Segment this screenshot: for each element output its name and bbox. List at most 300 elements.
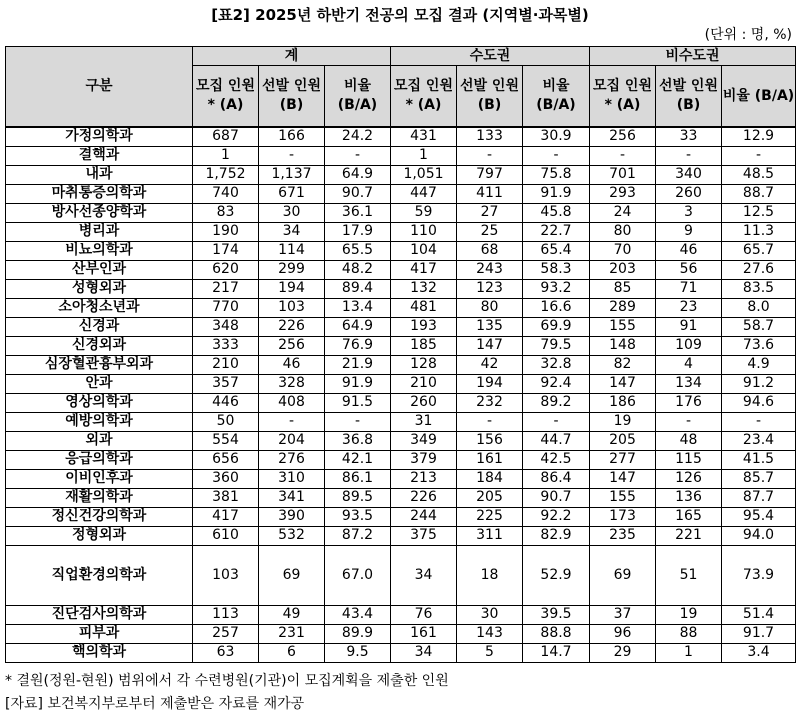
table-cell: 379: [391, 450, 457, 469]
table-cell: 68: [457, 241, 523, 260]
table-cell: 349: [391, 431, 457, 450]
row-category: 예방의학과: [6, 412, 193, 431]
table-cell: 244: [391, 507, 457, 526]
table-cell: 96: [590, 624, 656, 643]
table-cell: 417: [391, 260, 457, 279]
table-cell: 204: [259, 431, 325, 450]
table-cell: 1: [656, 643, 722, 662]
table-cell: -: [325, 146, 391, 165]
table-row: [6, 469, 796, 488]
table-row: [6, 431, 796, 450]
table-cell: 381: [193, 488, 259, 507]
table-cell: 1,051: [391, 165, 457, 184]
header-group-total: 계: [193, 47, 391, 66]
table-cell: -: [457, 146, 523, 165]
table-cell: 1: [391, 146, 457, 165]
table-cell: 103: [259, 298, 325, 317]
table-cell: 610: [193, 526, 259, 545]
table-cell: 277: [590, 450, 656, 469]
table-cell: 205: [590, 431, 656, 450]
table-cell: 147: [457, 336, 523, 355]
table-cell: 311: [457, 526, 523, 545]
table-cell: 91.5: [325, 393, 391, 412]
table-cell: 17.9: [325, 222, 391, 241]
table-cell: 701: [590, 165, 656, 184]
table-row: [6, 279, 796, 298]
table-cell: 133: [457, 127, 523, 146]
table-cell: 90.7: [523, 488, 590, 507]
table-cell: 87.7: [722, 488, 796, 507]
table-cell: 19: [656, 605, 722, 624]
table-cell: 165: [656, 507, 722, 526]
table-cell: 12.5: [722, 203, 796, 222]
row-category: 영상의학과: [6, 393, 193, 412]
row-category: 산부인과: [6, 260, 193, 279]
table-cell: 103: [193, 545, 259, 605]
table-cell: 256: [590, 127, 656, 146]
table-cell: 89.5: [325, 488, 391, 507]
table-cell: 6: [259, 643, 325, 662]
table-cell: 110: [391, 222, 457, 241]
table-cell: 79.5: [523, 336, 590, 355]
table-cell: 190: [193, 222, 259, 241]
table-cell: 86.4: [523, 469, 590, 488]
table-cell: -: [656, 146, 722, 165]
table-cell: 71: [656, 279, 722, 298]
table-cell: 46: [656, 241, 722, 260]
table-cell: 39.5: [523, 605, 590, 624]
table-cell: 3.4: [722, 643, 796, 662]
table-cell: 73.6: [722, 336, 796, 355]
row-category: 가정의학과: [6, 127, 193, 146]
table-cell: 132: [391, 279, 457, 298]
table-cell: 11.3: [722, 222, 796, 241]
table-cell: 83: [193, 203, 259, 222]
table-cell: 357: [193, 374, 259, 393]
table-cell: 65.4: [523, 241, 590, 260]
table-cell: 257: [193, 624, 259, 643]
table-cell: 147: [590, 374, 656, 393]
row-category: 신경과: [6, 317, 193, 336]
table-cell: 554: [193, 431, 259, 450]
table-cell: 92.4: [523, 374, 590, 393]
table-cell: 1,752: [193, 165, 259, 184]
table-cell: 770: [193, 298, 259, 317]
row-category: 핵의학과: [6, 643, 193, 662]
table-cell: 148: [590, 336, 656, 355]
row-category: 내과: [6, 165, 193, 184]
table-cell: 186: [590, 393, 656, 412]
table-cell: 417: [193, 507, 259, 526]
table-cell: 85: [590, 279, 656, 298]
table-cell: -: [457, 412, 523, 431]
table-cell: 50: [193, 412, 259, 431]
table-row: [6, 146, 796, 165]
table-cell: 12.9: [722, 127, 796, 146]
table-cell: 63: [193, 643, 259, 662]
table-cell: 58.7: [722, 317, 796, 336]
table-cell: 256: [259, 336, 325, 355]
table-row: [6, 260, 796, 279]
table-cell: 243: [457, 260, 523, 279]
table-cell: 135: [457, 317, 523, 336]
table-row: [6, 624, 796, 643]
table-cell: 69: [259, 545, 325, 605]
table-cell: 69: [590, 545, 656, 605]
table-cell: 19: [590, 412, 656, 431]
table-cell: 310: [259, 469, 325, 488]
table-cell: 143: [457, 624, 523, 643]
table-cell: 48: [656, 431, 722, 450]
table-row: [6, 317, 796, 336]
table-cell: 225: [457, 507, 523, 526]
row-category: 이비인후과: [6, 469, 193, 488]
row-category: 피부과: [6, 624, 193, 643]
table-cell: 185: [391, 336, 457, 355]
table-row: [6, 298, 796, 317]
table-cell: 65.5: [325, 241, 391, 260]
table-cell: 299: [259, 260, 325, 279]
table-cell: 51.4: [722, 605, 796, 624]
footnote-asterisk: * 결원(정원-현원) 범위에서 각 수련병원(기관)이 모집계획을 제출한 인원: [5, 673, 449, 689]
table-cell: -: [259, 146, 325, 165]
table-cell: 1: [193, 146, 259, 165]
header-recruit: 모집 인원* (A): [391, 66, 457, 128]
table-cell: 173: [590, 507, 656, 526]
table-cell: 210: [193, 355, 259, 374]
table-cell: 375: [391, 526, 457, 545]
table-cell: 24: [590, 203, 656, 222]
table-cell: 166: [259, 127, 325, 146]
table-cell: 59: [391, 203, 457, 222]
table-cell: 43.4: [325, 605, 391, 624]
table-cell: 29: [590, 643, 656, 662]
table-cell: 36.1: [325, 203, 391, 222]
row-category: 직업환경의학과: [6, 545, 193, 605]
table-cell: 620: [193, 260, 259, 279]
table-cell: 89.9: [325, 624, 391, 643]
header-group-noncapital: 비수도권: [590, 47, 796, 66]
table-cell: 83.5: [722, 279, 796, 298]
header-group-capital: 수도권: [391, 47, 590, 66]
table-row: [6, 393, 796, 412]
table-cell: 4: [656, 355, 722, 374]
table-row: [6, 241, 796, 260]
table-cell: 235: [590, 526, 656, 545]
table-title: [표2] 2025년 하반기 전공의 모집 결과 (지역별·과목별): [211, 6, 589, 24]
table-cell: 52.9: [523, 545, 590, 605]
table-cell: 34: [391, 643, 457, 662]
table-row: [6, 355, 796, 374]
table-cell: 797: [457, 165, 523, 184]
table-cell: 30: [259, 203, 325, 222]
table-cell: 49: [259, 605, 325, 624]
table-cell: 27: [457, 203, 523, 222]
table-cell: 4.9: [722, 355, 796, 374]
table-body: [6, 127, 796, 662]
table-cell: 93.5: [325, 507, 391, 526]
header-selected: 선발 인원 (B): [259, 66, 325, 128]
table-cell: 213: [391, 469, 457, 488]
table-cell: 93.2: [523, 279, 590, 298]
table-cell: 82.9: [523, 526, 590, 545]
table-cell: 113: [193, 605, 259, 624]
table-cell: 14.7: [523, 643, 590, 662]
table-row: [6, 184, 796, 203]
table-cell: 94.0: [722, 526, 796, 545]
table-cell: 89.4: [325, 279, 391, 298]
table-cell: 75.8: [523, 165, 590, 184]
table-cell: 333: [193, 336, 259, 355]
table-cell: 5: [457, 643, 523, 662]
table-cell: 408: [259, 393, 325, 412]
table-cell: 85.7: [722, 469, 796, 488]
table-cell: -: [523, 412, 590, 431]
table-cell: 740: [193, 184, 259, 203]
table-cell: 340: [656, 165, 722, 184]
table-cell: 431: [391, 127, 457, 146]
table-cell: 56: [656, 260, 722, 279]
table-cell: 95.4: [722, 507, 796, 526]
table-cell: 64.9: [325, 165, 391, 184]
row-category: 응급의학과: [6, 450, 193, 469]
table-cell: 155: [590, 488, 656, 507]
table-cell: 91.9: [523, 184, 590, 203]
table-cell: 447: [391, 184, 457, 203]
table-cell: 671: [259, 184, 325, 203]
table-cell: 109: [656, 336, 722, 355]
table-cell: 88: [656, 624, 722, 643]
table-cell: -: [259, 412, 325, 431]
table-cell: 210: [391, 374, 457, 393]
table-cell: 9.5: [325, 643, 391, 662]
table-row: [6, 222, 796, 241]
table-cell: 390: [259, 507, 325, 526]
table-cell: 221: [656, 526, 722, 545]
table-cell: 205: [457, 488, 523, 507]
footnote-source: [자료] 보건복지부로부터 제출받은 자료를 재가공: [5, 696, 305, 712]
row-category: 방사선종양학과: [6, 203, 193, 222]
table-cell: 446: [193, 393, 259, 412]
table-cell: 76: [391, 605, 457, 624]
table-cell: 91.2: [722, 374, 796, 393]
table-cell: 34: [259, 222, 325, 241]
table-cell: 25: [457, 222, 523, 241]
table-cell: 155: [590, 317, 656, 336]
recruitment-table: [5, 46, 796, 663]
table-cell: 73.9: [722, 545, 796, 605]
table-cell: -: [523, 146, 590, 165]
table-cell: 656: [193, 450, 259, 469]
table-cell: 1,137: [259, 165, 325, 184]
table-cell: 91.9: [325, 374, 391, 393]
row-category: 결핵과: [6, 146, 193, 165]
table-cell: 276: [259, 450, 325, 469]
table-cell: 51: [656, 545, 722, 605]
table-row: [6, 605, 796, 624]
table-cell: 289: [590, 298, 656, 317]
table-cell: 37: [590, 605, 656, 624]
table-row: [6, 450, 796, 469]
table-cell: 44.7: [523, 431, 590, 450]
table-cell: 32.8: [523, 355, 590, 374]
table-cell: 33: [656, 127, 722, 146]
row-category: 마취통증의학과: [6, 184, 193, 203]
header-ratio: 비율 (B/A): [325, 66, 391, 128]
table-cell: 193: [391, 317, 457, 336]
table-cell: 69.9: [523, 317, 590, 336]
header-selected: 선발 인원 (B): [457, 66, 523, 128]
table-cell: 18: [457, 545, 523, 605]
table-cell: 115: [656, 450, 722, 469]
header-ratio: 비율 (B/A): [523, 66, 590, 128]
table-cell: -: [722, 146, 796, 165]
row-category: 성형외과: [6, 279, 193, 298]
header-category: 구분: [6, 47, 193, 128]
table-cell: 328: [259, 374, 325, 393]
row-category: 비뇨의학과: [6, 241, 193, 260]
table-cell: 260: [656, 184, 722, 203]
table-cell: 8.0: [722, 298, 796, 317]
table-cell: 194: [457, 374, 523, 393]
table-cell: 217: [193, 279, 259, 298]
table-cell: 161: [457, 450, 523, 469]
table-cell: 27.6: [722, 260, 796, 279]
table-cell: 42.5: [523, 450, 590, 469]
row-category: 병리과: [6, 222, 193, 241]
table-cell: 134: [656, 374, 722, 393]
table-cell: 76.9: [325, 336, 391, 355]
row-category: 정신건강의학과: [6, 507, 193, 526]
header-ratio: 비율 (B/A): [722, 66, 796, 128]
table-cell: 147: [590, 469, 656, 488]
table-row: [6, 643, 796, 662]
table-cell: 46: [259, 355, 325, 374]
table-cell: 23.4: [722, 431, 796, 450]
table-cell: -: [722, 412, 796, 431]
table-cell: 13.4: [325, 298, 391, 317]
table-cell: 65.7: [722, 241, 796, 260]
row-category: 재활의학과: [6, 488, 193, 507]
table-cell: 87.2: [325, 526, 391, 545]
table-cell: 45.8: [523, 203, 590, 222]
table-cell: 30.9: [523, 127, 590, 146]
table-cell: 226: [259, 317, 325, 336]
table-cell: -: [325, 412, 391, 431]
table-cell: 94.6: [722, 393, 796, 412]
table-cell: 58.3: [523, 260, 590, 279]
table-cell: 231: [259, 624, 325, 643]
table-cell: 156: [457, 431, 523, 450]
table-cell: 3: [656, 203, 722, 222]
table-cell: 48.5: [722, 165, 796, 184]
table-cell: 348: [193, 317, 259, 336]
table-cell: 21.9: [325, 355, 391, 374]
table-cell: 34: [391, 545, 457, 605]
row-category: 심장혈관흉부외과: [6, 355, 193, 374]
table-cell: 16.6: [523, 298, 590, 317]
table-cell: 30: [457, 605, 523, 624]
table-cell: 360: [193, 469, 259, 488]
table-cell: 82: [590, 355, 656, 374]
table-cell: 411: [457, 184, 523, 203]
table-cell: 31: [391, 412, 457, 431]
table-cell: 128: [391, 355, 457, 374]
table-row: [6, 526, 796, 545]
table-cell: -: [656, 412, 722, 431]
table-row: [6, 412, 796, 431]
row-category: 안과: [6, 374, 193, 393]
table-cell: 481: [391, 298, 457, 317]
table-cell: 161: [391, 624, 457, 643]
table-cell: 80: [590, 222, 656, 241]
table-cell: 90.7: [325, 184, 391, 203]
unit-label: (단위 : 명, %): [704, 27, 792, 43]
table-cell: 42: [457, 355, 523, 374]
header-recruit: 모집 인원* (A): [590, 66, 656, 128]
table-cell: 92.2: [523, 507, 590, 526]
row-category: 진단검사의학과: [6, 605, 193, 624]
table-cell: 22.7: [523, 222, 590, 241]
table-cell: 114: [259, 241, 325, 260]
table-row: [6, 507, 796, 526]
table-row: [6, 545, 796, 605]
table-cell: 67.0: [325, 545, 391, 605]
table-row: [6, 488, 796, 507]
table-cell: 126: [656, 469, 722, 488]
table-row: [6, 336, 796, 355]
table-cell: 86.1: [325, 469, 391, 488]
table-cell: 64.9: [325, 317, 391, 336]
table-cell: 70: [590, 241, 656, 260]
table-cell: 91: [656, 317, 722, 336]
table-row: [6, 127, 796, 146]
table-cell: 42.1: [325, 450, 391, 469]
header-recruit: 모집 인원* (A): [193, 66, 259, 128]
table-cell: 36.8: [325, 431, 391, 450]
table-cell: 184: [457, 469, 523, 488]
table-cell: 293: [590, 184, 656, 203]
header-selected: 선발 인원 (B): [656, 66, 722, 128]
table-cell: 23: [656, 298, 722, 317]
table-cell: 80: [457, 298, 523, 317]
table-cell: 260: [391, 393, 457, 412]
table-cell: 203: [590, 260, 656, 279]
table-cell: 687: [193, 127, 259, 146]
table-cell: 41.5: [722, 450, 796, 469]
table-cell: 88.8: [523, 624, 590, 643]
table-cell: -: [590, 146, 656, 165]
table-cell: 104: [391, 241, 457, 260]
table-row: [6, 165, 796, 184]
table-cell: 174: [193, 241, 259, 260]
table-cell: 194: [259, 279, 325, 298]
row-category: 정형외과: [6, 526, 193, 545]
table-cell: 89.2: [523, 393, 590, 412]
table-cell: 136: [656, 488, 722, 507]
table-row: [6, 203, 796, 222]
table-cell: 532: [259, 526, 325, 545]
row-category: 신경외과: [6, 336, 193, 355]
table-cell: 226: [391, 488, 457, 507]
table-cell: 9: [656, 222, 722, 241]
table-cell: 91.7: [722, 624, 796, 643]
table-cell: 176: [656, 393, 722, 412]
table-cell: 232: [457, 393, 523, 412]
row-category: 소아청소년과: [6, 298, 193, 317]
row-category: 외과: [6, 431, 193, 450]
table-cell: 48.2: [325, 260, 391, 279]
